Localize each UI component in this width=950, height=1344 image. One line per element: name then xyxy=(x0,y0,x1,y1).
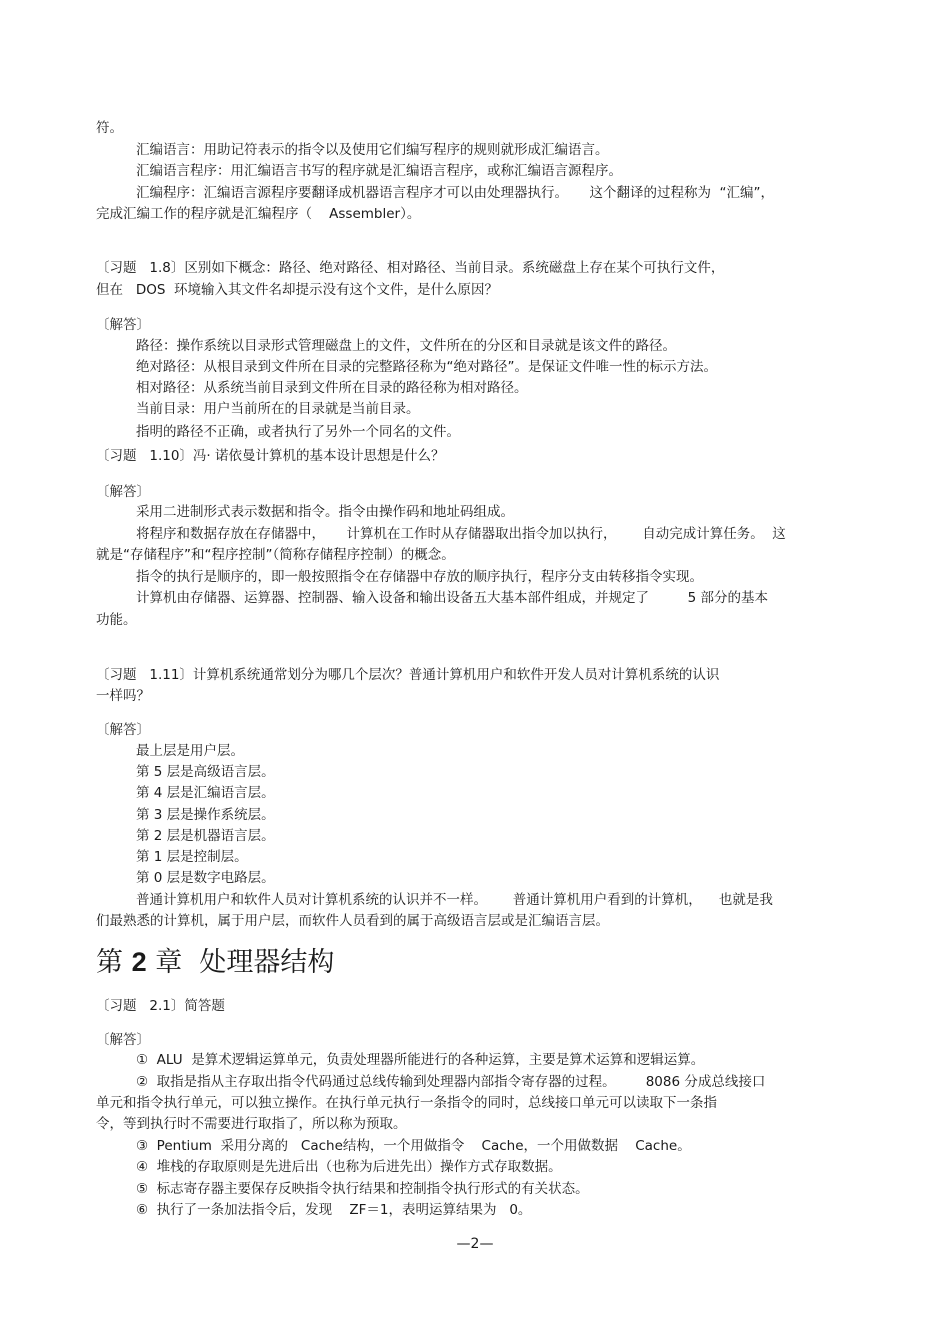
answer-line: 第 4 层是汇编语言层。 xyxy=(136,785,275,801)
text-line: 汇编语言程序：用汇编语言书写的程序就是汇编语言程序，或称汇编语言源程序。 xyxy=(136,163,622,179)
chapter-heading-prefix: 第 xyxy=(96,947,132,978)
chapter-heading-title: 章 处理器结构 xyxy=(146,947,335,978)
answer-line: 功能。 xyxy=(96,612,137,628)
text-line: 汇编程序：汇编语言源程序要翻译成机器语言程序才可以由处理器执行。 这个翻译的过程称为 “汇编”， xyxy=(136,185,775,201)
answer-line: 最上层是用户层。 xyxy=(136,743,244,759)
exercise-question: 〔习题 2.1〕简答题 xyxy=(96,998,225,1014)
answer-line: 将程序和数据存放在存储器中， 计算机在工作时从存储器取出指令加以执行， 自动完成计算任务。 这 xyxy=(136,526,786,542)
exercise-question: 〔习题 1.11〕计算机系统通常划分为哪几个层次？普通计算机用户和软件开发人员对计算机系统的认识 xyxy=(96,667,720,683)
text-line: 汇编语言：用助记符表示的指令以及使用它们编写程序的规则就形成汇编语言。 xyxy=(136,142,609,158)
answer-line: 路径：操作系统以目录形式管理磁盘上的文件，文件所在的分区和目录就是该文件的路径。 xyxy=(136,338,676,354)
answer-line: 绝对路径：从根目录到文件所在目录的完整路径称为“绝对路径”。是保证文件唯一性的标示方法。 xyxy=(136,359,717,375)
answer-line: ② 取指是指从主存取出指令代码通过总线传输到处理器内部指令寄存器的过程。 8086 分成总线接口 xyxy=(136,1074,766,1090)
answer-line: 单元和指令执行单元，可以独立操作。在执行单元执行一条指令的同时，总线接口单元可以读取下一条指 xyxy=(96,1095,717,1111)
answer-line: ① ALU 是算术逻辑运算单元，负责处理器所能进行的各种运算，主要是算术运算和逻辑运算。 xyxy=(136,1052,705,1068)
exercise-question: 但在 DOS 环境输入其文件名却提示没有这个文件，是什么原因？ xyxy=(96,282,499,298)
answer-label: 〔解答〕 xyxy=(96,317,150,333)
answer-line: ⑥ 执行了一条加法指令后，发现 ZF＝1，表明运算结果为 0。 xyxy=(136,1202,532,1218)
exercise-question: 〔习题 1.8〕区别如下概念：路径、绝对路径、相对路径、当前目录。系统磁盘上存在某个可执行文件， xyxy=(96,260,725,276)
answer-line: 们最熟悉的计算机，属于用户层，而软件人员看到的属于高级语言层或是汇编语言层。 xyxy=(96,913,609,929)
chapter-heading xyxy=(96,944,334,981)
answer-line: 指明的路径不正确，或者执行了另外一个同名的文件。 xyxy=(136,424,460,440)
answer-line: 当前目录：用户当前所在的目录就是当前目录。 xyxy=(136,401,420,417)
answer-line: 采用二进制形式表示数据和指令。指令由操作码和地址码组成。 xyxy=(136,504,514,520)
answer-line: 令，等到执行时不需要进行取指了，所以称为预取。 xyxy=(96,1116,407,1132)
exercise-question: 〔习题 1.10〕冯· 诺依曼计算机的基本设计思想是什么？ xyxy=(96,448,445,464)
answer-line: 指令的执行是顺序的，即一般按照指令在存储器中存放的顺序执行，程序分支由转移指令实现。 xyxy=(136,569,703,585)
answer-line: 第 2 层是机器语言层。 xyxy=(136,828,275,844)
answer-line: 第 3 层是操作系统层。 xyxy=(136,807,275,823)
answer-line: ④ 堆栈的存取原则是先进后出（也称为后进先出）操作方式存取数据。 xyxy=(136,1159,562,1175)
answer-line: 第 5 层是高级语言层。 xyxy=(136,764,275,780)
text-line: 符。 xyxy=(96,120,123,136)
chapter-number: 2 xyxy=(131,947,147,977)
answer-line: ⑤ 标志寄存器主要保存反映指令执行结果和控制指令执行形式的有关状态。 xyxy=(136,1181,589,1197)
answer-line: ③ Pentium 采用分离的 Cache结构，一个用做指令 Cache，一个用做数据 Cache。 xyxy=(136,1138,691,1154)
answer-line: 第 0 层是数字电路层。 xyxy=(136,870,275,886)
answer-label: 〔解答〕 xyxy=(96,1032,150,1048)
exercise-question: 一样吗？ xyxy=(96,688,150,704)
answer-label: 〔解答〕 xyxy=(96,722,150,738)
answer-line: 第 1 层是控制层。 xyxy=(136,849,248,865)
answer-line: 普通计算机用户和软件人员对计算机系统的认识并不一样。 普通计算机用户看到的计算机， 也就是我 xyxy=(136,892,773,908)
text-line: 完成汇编工作的程序就是汇编程序（ Assembler）。 xyxy=(96,206,421,222)
page-number: —2— xyxy=(456,1236,494,1252)
answer-line: 就是“存储程序”和“程序控制”（简称存储程序控制）的概念。 xyxy=(96,547,455,563)
answer-label: 〔解答〕 xyxy=(96,484,150,500)
answer-line: 相对路径：从系统当前目录到文件所在目录的路径称为相对路径。 xyxy=(136,380,528,396)
answer-line: 计算机由存储器、运算器、控制器、输入设备和输出设备五大基本部件组成，并规定了 5 部分的基本 xyxy=(136,590,769,606)
